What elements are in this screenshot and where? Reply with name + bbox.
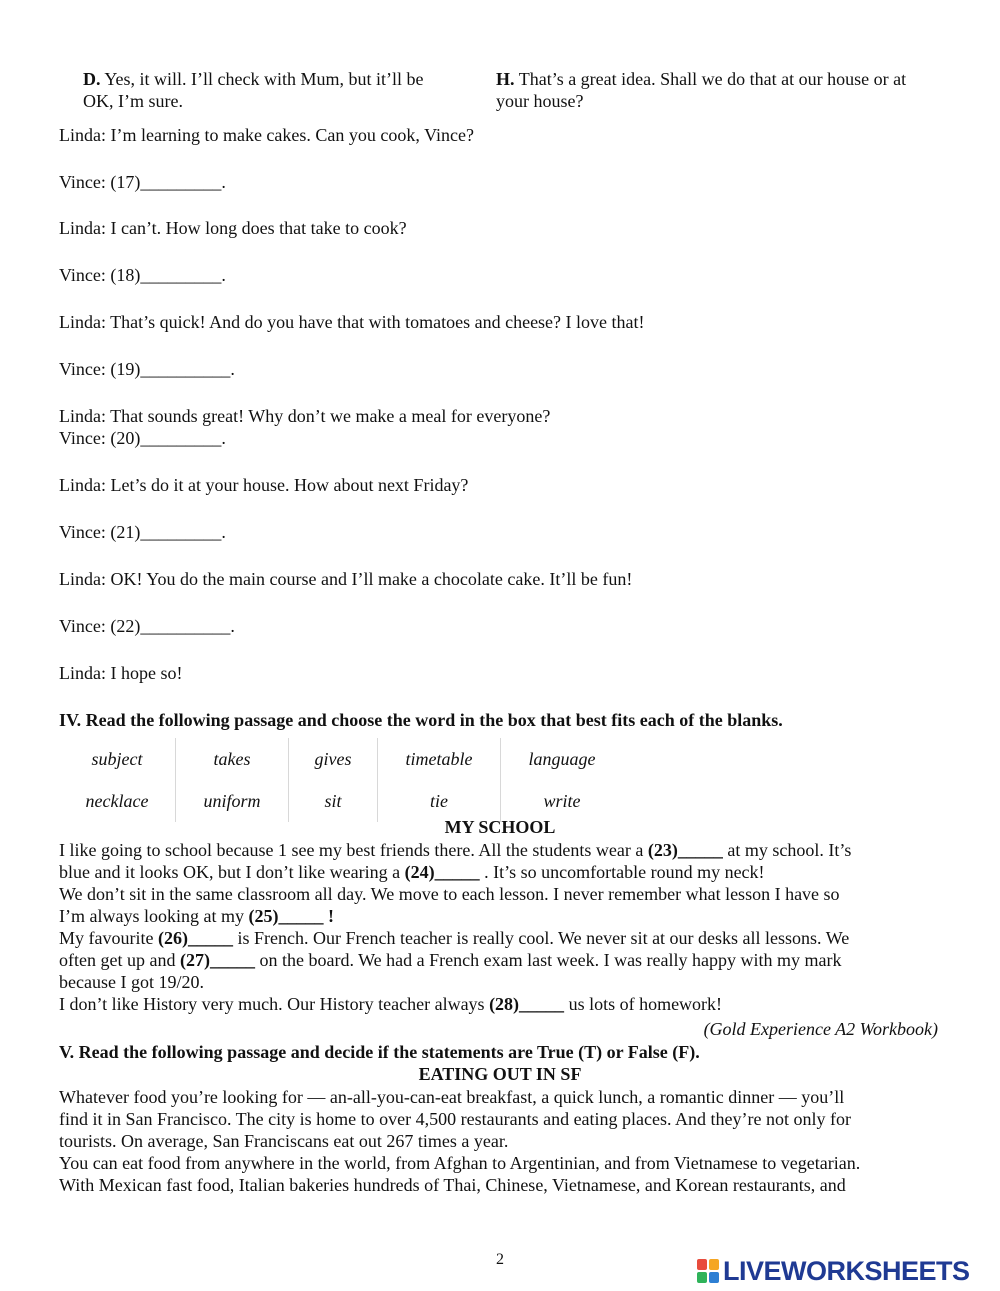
blank-26: (26)_____: [157, 928, 233, 948]
word-box-cell: uniform: [176, 780, 289, 822]
passage-line: tourists. On average, San Franciscans eat out 267 times a year.: [59, 1131, 509, 1151]
blank-24: (24)_____: [404, 862, 480, 882]
passage-line: Whatever food you’re looking for — an-all-you-can-eat breakfast, a quick lunch, a romantic dinner — you’ll: [59, 1087, 845, 1107]
dialogue-line: Vince: (18)_________.: [59, 265, 226, 285]
passage-my-school: [59, 839, 939, 1015]
dialogue-line: Vince: (21)_________.: [59, 522, 226, 542]
word-box-cell: timetable: [378, 738, 501, 780]
logo-square: [709, 1272, 719, 1283]
word-box-row: [59, 738, 623, 780]
word-box-cell: tie: [378, 780, 501, 822]
blank-28: (28)_____: [489, 994, 565, 1014]
dialogue-line: Linda: That’s quick! And do you have that with tomatoes and cheese? I love that!: [59, 312, 645, 332]
option-d-letter: D.: [83, 69, 101, 89]
blank-23: (23)_____: [647, 840, 723, 860]
dialogue-line: Vince: (19)__________.: [59, 359, 235, 379]
word-box-cell: necklace: [59, 780, 176, 822]
word-box-cell: language: [528, 749, 596, 769]
logo-text: LIVEWORKSHEETS: [723, 1256, 970, 1286]
passage-line: because I got 19/20.: [59, 972, 204, 992]
blank-27: (27)_____: [179, 950, 255, 970]
dialogue-line: Vince: (22)__________.: [59, 616, 235, 636]
dialogue-line: Linda: That sounds great! Why don’t we make a meal for everyone?: [59, 406, 551, 426]
word-box: [59, 738, 623, 822]
liveworksheets-logo[interactable]: [697, 1256, 997, 1286]
dialogue-line: Linda: Let’s do it at your house. How about next Friday?: [59, 475, 469, 495]
section-4-instruction: IV. Read the following passage and choose the word in the box that best fits each of the blanks.: [59, 710, 783, 730]
passage-line: often get up and (27)_____ on the board. We had a French exam last week. I was really happy with my mark: [59, 950, 842, 970]
blank-25: (25)_____ !: [248, 906, 334, 926]
dialogue-line: Vince: (17)_________.: [59, 172, 226, 192]
logo-square: [697, 1272, 707, 1283]
passage-line: With Mexican fast food, Italian bakeries hundreds of Thai, Chinese, Vietnamese, and Korean restaurants, and: [59, 1175, 846, 1195]
option-h-letter: H.: [496, 69, 515, 89]
dialogue-line: Linda: I can’t. How long does that take to cook?: [59, 218, 407, 238]
option-h: [496, 68, 916, 112]
passage-line: I don’t like History very much. Our History teacher always (28)_____ us lots of homework!: [59, 994, 723, 1014]
passage-title-my-school: MY SCHOOL: [444, 817, 556, 837]
passage-line: We don’t sit in the same classroom all day. We move to each lesson. I never remember what lesson I have so: [59, 884, 840, 904]
logo-mark-icon: [697, 1259, 719, 1283]
dialogue-line: Linda: I’m learning to make cakes. Can you cook, Vince?: [59, 125, 474, 145]
passage-line: My favourite (26)_____ is French. Our French teacher is really cool. We never sit at our desks all lessons. We: [59, 928, 850, 948]
option-d: [83, 68, 443, 112]
logo-square: [709, 1259, 719, 1270]
word-box-cell: write: [543, 791, 581, 811]
page-number: 2: [496, 1251, 504, 1268]
word-box-cell: sit: [289, 780, 378, 822]
option-h-text: That’s a great idea. Shall we do that at our house or at your house?: [496, 69, 907, 111]
passage-line: You can eat food from anywhere in the world, from Afghan to Argentinian, and from Vietnamese to vegetarian.: [59, 1153, 861, 1173]
section-5-instruction: V. Read the following passage and decide if the statements are True (T) or False (F).: [59, 1042, 700, 1062]
word-box-cell: takes: [176, 738, 289, 780]
word-box-cell: subject: [59, 738, 176, 780]
logo-square: [697, 1259, 707, 1270]
passage-line: I like going to school because 1 see my best friends there. All the students wear a (23)_____ at my school. It’s: [59, 840, 852, 860]
dialogue-line: Linda: I hope so!: [59, 663, 183, 683]
dialogue-line: Linda: OK! You do the main course and I’ll make a chocolate cake. It’ll be fun!: [59, 569, 633, 589]
passage-title-eating-out: EATING OUT IN SF: [418, 1064, 582, 1084]
source-citation: (Gold Experience A2 Workbook): [703, 1019, 938, 1039]
dialogue-line: Vince: (20)_________.: [59, 428, 226, 448]
passage-line: blue and it looks OK, but I don’t like wearing a (24)_____ . It’s so uncomfortable round my neck!: [59, 862, 765, 882]
passage-eating-out: [59, 1086, 939, 1196]
passage-line: find it in San Francisco. The city is home to over 4,500 restaurants and eating places. And they’re not only for: [59, 1109, 851, 1129]
option-d-text: Yes, it will. I’ll check with Mum, but it’ll be OK, I’m sure.: [83, 69, 424, 111]
word-box-cell: gives: [289, 738, 378, 780]
passage-line: I’m always looking at my (25)_____ !: [59, 906, 334, 926]
